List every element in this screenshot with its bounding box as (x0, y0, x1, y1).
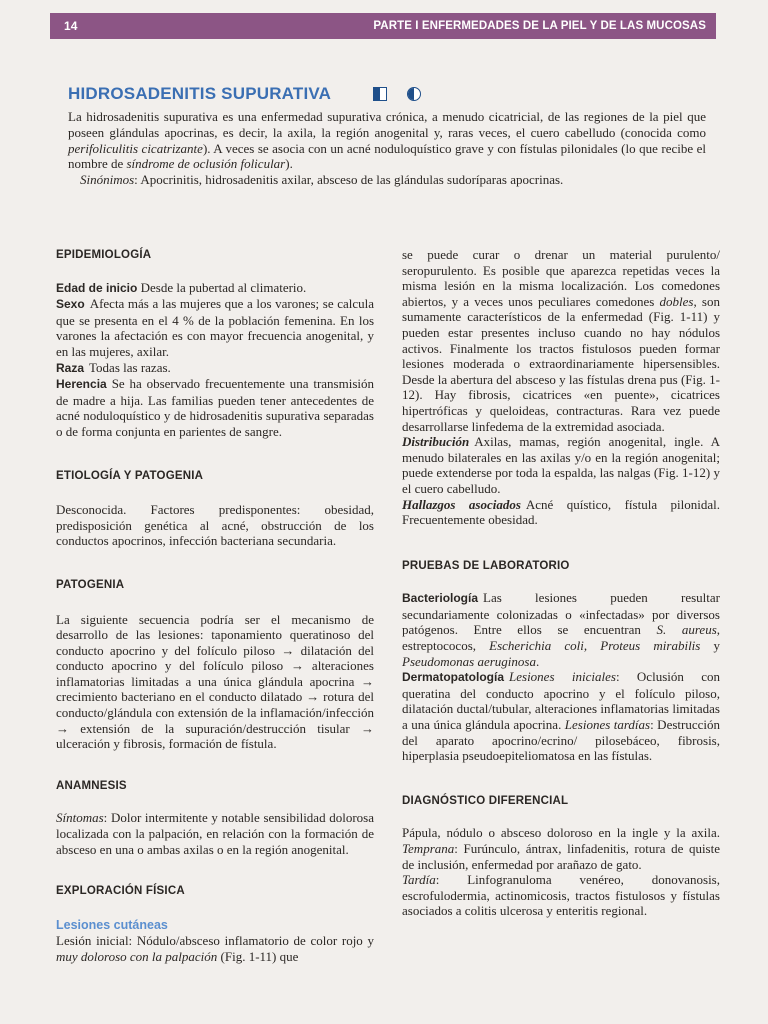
lesions-continued: se puede curar o drenar un material purulento/ seropurulento. Es posible que aparezca repetidas veces la misma lesión en la misma localización. Los comedones abiertos, y a veces unos peculiares comedones dobles, son sumamente característicos de la enfermedad (Fig. 1-11) y pueden estar presentes incluso cuando no hay nódulos activos. Finalmente los tractos fistulosos pueden formar lesiones moderada o extraordinariamente hipersensibles. Desde la abertura del absceso y las fístulas drena pus (Fig. 1-12). Hay fibrosis, cicatrices «en puente», cicatrices hipertróficas y queloideas, contracturas. Rara vez puede desarrollarse linfedema de la extremidad asociada. (402, 247, 720, 434)
half-square-icon (373, 87, 387, 101)
heading-laboratory: PRUEBAS DE LABORATORIO (402, 559, 570, 572)
heredity-entry: Herencia Se ha observado frecuentemente una transmisión de madre a hija. Las familias pueden tener antecedentes de acné noduloquístico y de hidrosadenitis supurativa separadas o de forma conjunta en parientes de sangre. (56, 376, 374, 439)
running-header (50, 13, 716, 39)
heading-etiology: ETIOLOGÍA Y PATOGENIA (56, 469, 204, 482)
intro-paragraph: La hidrosadenitis supurativa es una enfermedad supurativa crónica, a menudo cicatricial, de las regiones de la piel que poseen glándulas apocrinas, es decir, la axila, la región anogenital y, raras veces, el cuero cabelludo (conocida como perifoliculitis cicatrizante). A veces se asocia con un acné noduloquístico grave y con fístulas pilonidales (lo que recibe el nombre de síndrome de oclusión folicular). (68, 109, 706, 172)
heading-differential-diagnosis: DIAGNÓSTICO DIFERENCIAL (402, 794, 569, 807)
heading-epidemiology: EPIDEMIOLOGÍA (56, 249, 152, 261)
sex-entry: Sexo Afecta más a las mujeres que a los varones; se calcula que se presenta en el 4 % de la población femenina. En los varones la afectación es con mayor frecuencia anogenital, y en las mujeres, axilar. (56, 296, 374, 359)
distribution-entry: Distribución Axilas, mamas, región anogenital, ingle. A menudo bilaterales en las axilas y/o en la región anogenital; puede extenderse por toda la espalda, las nalgas (Fig. 1-12) y el cuero cabelludo. (402, 434, 720, 496)
page-number: 14 (64, 19, 78, 33)
left-column (56, 248, 374, 965)
subheading-skin-lesions: Lesiones cutáneas (56, 917, 168, 932)
intro (68, 109, 706, 188)
associated-findings-entry: Hallazgos asociados Acné quístico, fístula pilonidal. Frecuentemente obesidad. (402, 496, 720, 528)
heading-anamnesis: ANAMNESIS (56, 779, 127, 792)
heading-pathogenesis: PATOGENIA (56, 578, 125, 591)
symptoms-text: Síntomas: Dolor intermitente y notable sensibilidad dolorosa localizada con la palpación, en relación con la formación de absceso en una o ambas axilas o en la región anogenital. (56, 810, 374, 857)
etiology-text: Desconocida. Factores predisponentes: obesidad, predisposición genética al acné, obstrucción de los conductos apocrinos, infección bacteriana secundaria. (56, 502, 374, 549)
heading-physical-exam: EXPLORACIÓN FÍSICA (56, 885, 185, 898)
half-circle-icon (407, 87, 421, 101)
dermatopathology-entry: Dermatopatología Lesiones iniciales: Oclusión con queratina del conducto apocrino y el folículo piloso, dilatación ductal/tubular, alteraciones inflamatorias limitadas a una única glándula apocrina. Lesiones tardías: Destrucción del aparato apocrino/ecrino/ pilosebáceo, fibrosis, hiperplasia pseudoepiteliomatosa en las fístulas. (402, 669, 720, 764)
onset-entry: Edad de inicio Desde la pubertad al climaterio. (56, 279, 307, 295)
lesions-text: Lesión inicial: Nódulo/absceso inflamatorio de color rojo y muy doloroso con la palpación (Fig. 1-11) que (56, 933, 374, 964)
synonyms: Sinónimos: Apocrinitis, hidrosadenitis axilar, absceso de las glándulas sudoríparas apocrinas. (80, 172, 564, 188)
running-title: PARTE I ENFERMEDADES DE LA PIEL Y DE LAS MUCOSAS (373, 20, 706, 32)
title-row (68, 84, 421, 104)
differential-text: Pápula, nódulo o absceso doloroso en la ingle y la axila. Temprana: Furúnculo, ántrax, linfadenitis, rotura de quiste de inclusión, enfermedad por arañazo de gato. Tardía: Linfogranuloma venéreo, donovanosis, escrofulodermia, actinomicosis, tractos fistulosos y fístulas asociados a colitis ulcerosa y enteritis regional. (402, 825, 720, 919)
page-title: HIDROSADENITIS SUPURATIVA (68, 84, 332, 103)
pathogenesis-text: La siguiente secuencia podría ser el mecanismo de desarrollo de las lesiones: taponamiento queratinoso del conducto apocrino y del folículo piloso → dilatación del conducto apocrino y del folículo piloso → alteraciones inflamatorias limitadas a una única glándula apocrina → crecimiento bacteriano en el conducto dilatado → rotura del conducto/glándula con extensión de la inflamación/infección → extensión de la supuración/destrucción tisular → ulceración y fibrosis, formación de fístula. (56, 611, 374, 752)
bacteriology-entry: Bacteriología Las lesiones pueden resultar secundariamente colonizadas o «infectadas» por diversos patógenos. Entre ellos se encuentran S. aureus, estreptococos, Escherichia coli, Proteus mirabilis y Pseudomonas aeruginosa. (402, 590, 721, 669)
right-column (402, 247, 720, 919)
race-entry: Raza Todas las razas. (56, 359, 171, 375)
